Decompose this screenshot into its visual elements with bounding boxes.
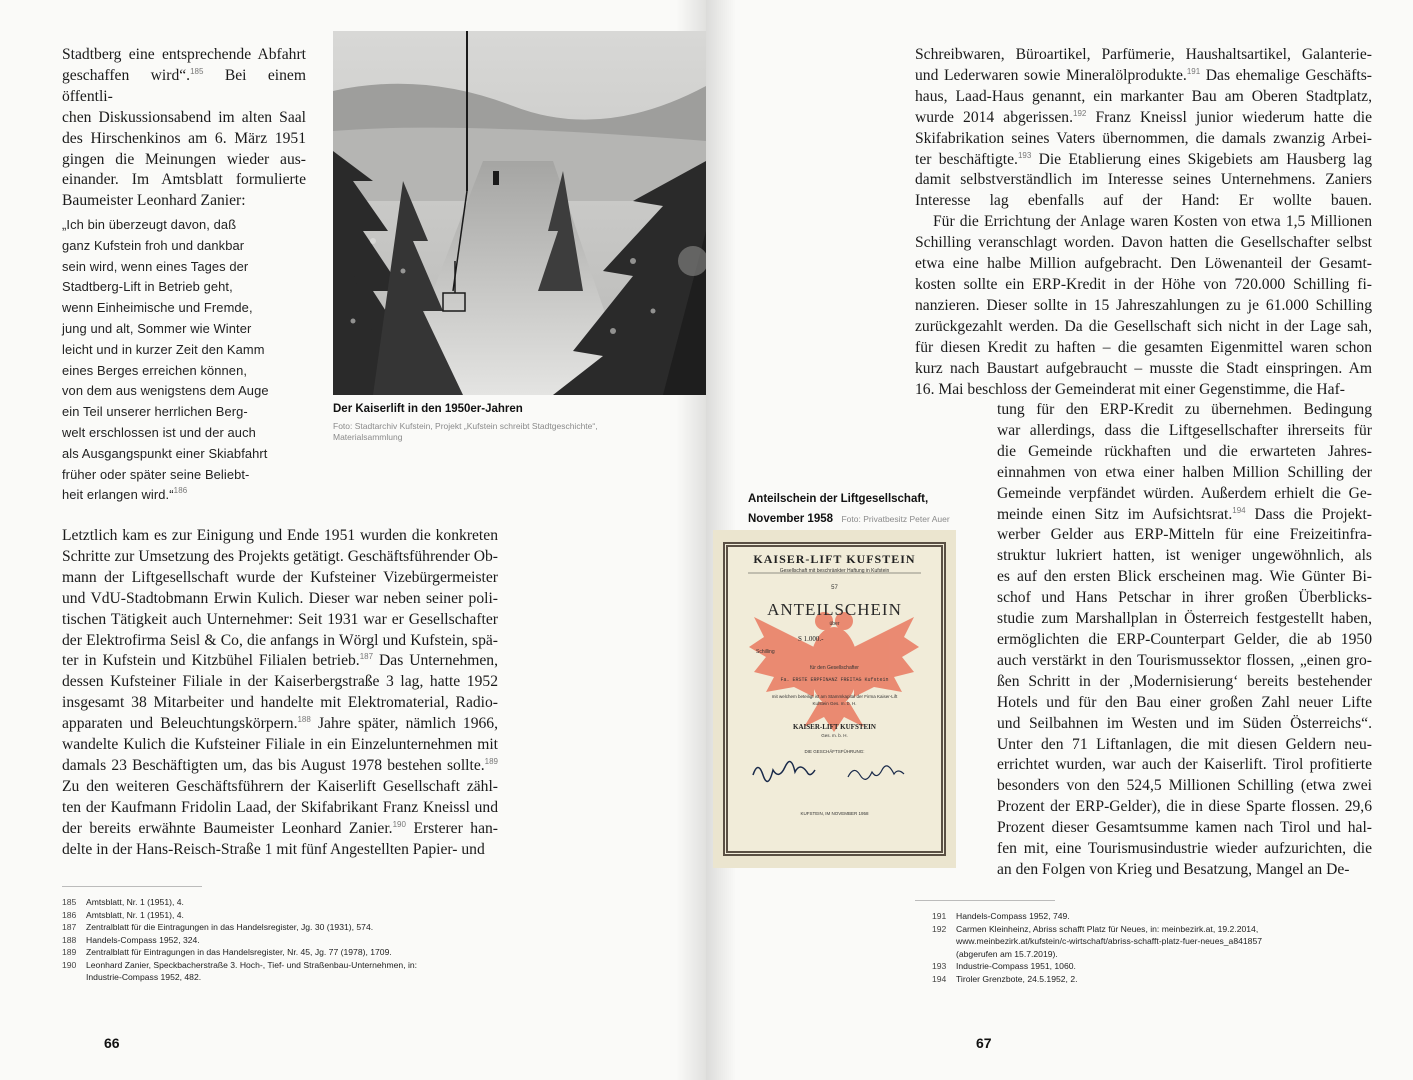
line-text: etwa eine halbe Million aufgebracht. Den Löwenanteil der Gesamt-: [915, 255, 1372, 273]
line-text: delte in der Hans-Reisch-Straße 1 mit fünf Angestellten Papier- und: [62, 840, 485, 858]
text-line: [997, 630, 1372, 651]
line-text: struktur lukriert hatten, ist weniger ungewöhnlich, als: [997, 547, 1372, 565]
footnote-marker[interactable]: 188: [297, 715, 311, 725]
certificate-frame: [723, 542, 946, 856]
line-text: und VdU-Stadtobmann Erwin Kulich. Dieser war neben seiner poli-: [62, 589, 498, 607]
line-text: für diesen Kredit zu haften – die gesamten Eigenmittel waren schon: [915, 338, 1372, 356]
line-text: geschaffen wird“.: [62, 66, 191, 84]
line-text: die Gemeinde rückhaften und die erwarteten Jahres-: [997, 442, 1372, 460]
line-text: fen mit, eine Tourismusindustrie wieder aufzurichten, die: [997, 840, 1372, 858]
text-line: [915, 191, 1372, 212]
quote-line: ganz Kufstein froh und dankbar: [62, 237, 245, 253]
text-line: [62, 631, 498, 652]
line-text: ermöglichten die ERP-Counterpart Gelder, die ab 1950: [997, 630, 1372, 648]
text-line: [997, 797, 1372, 818]
line-text: besonders von den 524,5 Millionen Schilling (etwa zwei: [997, 777, 1372, 795]
line-text: der bereits erwähnte Baumeister Leonhard Zanier.: [62, 819, 393, 837]
line-text: mann der Liftgesellschaft wurde der Kufsteiner Vizebürgermeister: [62, 568, 498, 586]
text-line: [62, 819, 498, 840]
line-text-rest: Ersterer han-: [405, 819, 498, 837]
footnote: [932, 910, 1362, 923]
line-text: Skifabrikation seines Vaters übernommen, die damals zwanzig Arbei-: [915, 129, 1372, 147]
line-text: tung für den ERP-Kredit zu übernehmen. Bedingung: [997, 401, 1372, 418]
line-text: Interesse lag ebenfalls auf der Hand: Er wollte bauen.: [915, 192, 1372, 210]
text-line: [997, 818, 1372, 839]
text-line: [997, 693, 1372, 714]
line-text: Baumeister Leonhard Zanier:: [62, 192, 246, 210]
text-line: [62, 526, 498, 547]
footnote-number: [932, 948, 956, 961]
quote-line: heit erlangen wird.“$^{186}$: [62, 486, 188, 503]
certificate-title: ANTEILSCHEIN: [767, 600, 902, 619]
certificate-subheader: Gesellschaft mit beschränkter Haftung in Kufstein: [779, 568, 890, 574]
line-text: an den Folgen von Krieg und Besatzung, Mangel an De-: [997, 860, 1350, 878]
text-line: [915, 108, 1372, 129]
certificate-company: KAISER-LIFT KUFSTEIN: [793, 723, 876, 731]
text-line: [915, 170, 1372, 191]
certificate-caption-line1: Anteilschein der Liftgesellschaft,: [748, 493, 929, 505]
right-top-paragraphs: [915, 45, 1372, 400]
line-text: Schreibwaren, Büroartikel, Parfümerie, Haushaltsartikel, Galanterie-: [915, 46, 1372, 63]
footnote-text: Handels-Compass 1952, 749.: [956, 911, 1070, 921]
line-text: einnahmen von etwa einer halben Million Schilling der: [997, 463, 1372, 481]
footnote-text: Amtsblatt, Nr. 1 (1951), 4.: [86, 897, 184, 907]
text-line: [915, 359, 1372, 380]
text-line: [997, 839, 1372, 860]
line-text: gingen die Meinungen wieder aus-: [62, 150, 306, 168]
line-text: Prozent der ERP-Gelder), die in diese Sparte flossen. 29,6: [997, 798, 1372, 816]
certificate-ueber: über: [829, 621, 840, 627]
line-text: schof und Hans Petschar in ihrer großen Überblicks-: [997, 589, 1372, 607]
line-text: kurz nach Baustart aufgebraucht – musste die Stadt einspringen. Am: [915, 359, 1372, 377]
certificate-fuer: für den Gesellschafter: [810, 665, 859, 671]
line-text: Schilling veranschlagt worden. Davon hatten die Gesellschafter selbst: [915, 234, 1372, 252]
line-text-rest: Dass die Projekt-: [1245, 505, 1372, 523]
line-text: Unter den 71 Liftanlagen, die mit diesen Geldern neu-: [997, 735, 1372, 753]
footnote-text: www.meinbezirk.at/kufstein/c-wirtschaft/abriss-schafft-platz-fuer-neues_a841857: [956, 936, 1263, 946]
line-text: und Seilbahnen im Westen und im Süden Österreichs“.: [997, 714, 1372, 732]
line-text: nanzieren. Dieser sollte in 15 Jahreszahlungen zu je 61.000 Schilling: [915, 296, 1372, 314]
line-text: meinde einen Sitz im Aufsichtsrat.: [997, 505, 1233, 523]
line-text: des Hirschenkinos am 6. März 1951: [62, 129, 306, 147]
line-text: einander. Im Amtsblatt formulierte: [62, 171, 306, 189]
line-text: und Lederwaren sowie Mineralölprodukte.: [915, 66, 1187, 84]
footnote: [62, 896, 502, 909]
text-line: [997, 755, 1372, 776]
line-text: kosten sollte ein ERP-Kredit in der Höhe von 720.000 Schilling fi-: [915, 275, 1372, 293]
text-line: [997, 484, 1372, 505]
text-line: [997, 735, 1372, 756]
quote-line: wenn Einheimische und Fremde,: [62, 300, 253, 316]
intro-paragraph: [62, 45, 306, 212]
footnote-marker[interactable]: 187: [359, 652, 374, 662]
line-text: wandelte Kulich die Kufsteiner Filiale in ein Einzelunternehmen mit: [62, 736, 498, 754]
text-line: [62, 672, 498, 693]
footnote-marker[interactable]: 186: [173, 486, 188, 496]
right-footnotes: [932, 910, 1362, 985]
footnote: [932, 948, 1362, 961]
footnote: [62, 959, 502, 972]
text-line: [997, 525, 1372, 546]
text-line: [915, 66, 1372, 87]
footnote-rule: [62, 886, 202, 887]
eagle-emblem: [749, 612, 919, 732]
line-text: Stadtberg eine entsprechende Abfahrt: [62, 46, 306, 63]
footnote-text: Leonhard Zanier, Speckbacherstraße 3. Hoch-, Tief- und Straßenbau-Unternehmen, in:: [86, 959, 418, 970]
quote-line: „Ich bin überzeugt davon, daß: [62, 217, 237, 232]
text-line: [915, 129, 1372, 150]
footnote: [62, 909, 502, 922]
line-text: damals 23 Beschäftigten um, das bis August 1978 bestehen sollte.: [62, 756, 485, 774]
text-line: [997, 714, 1372, 735]
quote-line: Stadtberg-Lift in Betrieb geht,: [62, 279, 233, 295]
footnote: [62, 921, 502, 934]
certificate-holder: Fa. ERSTE ERPFINANZ FREITAG Kufstein: [780, 677, 889, 683]
text-line: [62, 610, 498, 631]
photo-credit: Foto: Stadtarchiv Kufstein, Projekt „Kufstein schreibt Stadtgeschichte“, Materialsammlung: [333, 421, 598, 442]
line-text: ten der Kaufmann Fridolin Laad, der Skifabrikant Franz Kneissl und: [62, 798, 498, 816]
text-line: [62, 547, 498, 568]
line-text: 16. Mai beschloss der Gemeinderat mit einer Gegenstimme, die Haf-: [915, 380, 1345, 398]
line-text-rest: Das ehemalige Geschäfts-: [1200, 66, 1372, 84]
footnote-number: 188: [62, 934, 77, 945]
footnote-marker[interactable]: 192: [1073, 108, 1087, 118]
footnote: [62, 934, 502, 947]
text-line: [997, 463, 1372, 484]
footnote: [932, 923, 1362, 936]
footnote: [932, 973, 1362, 986]
quote-line: jung und alt, Sommer wie Winter: [62, 320, 252, 336]
footnote-text: Zentralblatt für die Eintragungen in das Handelsregister, Jg. 30 (1931), 574.: [86, 922, 374, 932]
certificate-number: 57: [831, 585, 838, 591]
footnote-number: 186: [62, 909, 77, 920]
right-narrow-paragraph: [997, 400, 1372, 881]
line-text: tischen Tätigkeit auch Unternehmer: Seit 1931 war er Gesellschafter: [62, 610, 498, 628]
zanier-quote: [62, 215, 302, 506]
kaiserlift-photo: [333, 31, 706, 395]
line-text: dessen Kufsteiner Filiale in der Kaiserbergstraße 3 lag, hatte 1952: [62, 673, 498, 691]
text-line: [62, 651, 498, 672]
line-text: Letztlich kam es zur Einigung und Ende 1951 wurden die konkreten: [62, 527, 498, 544]
line-text: Für die Errichtung der Anlage waren Kosten von etwa 1,5 Millionen: [933, 213, 1372, 231]
line-text: wurde 2014 abgerissen.: [915, 108, 1074, 126]
certificate-header: KAISER-LIFT KUFSTEIN: [753, 552, 916, 566]
left-footnotes: [62, 896, 502, 984]
text-line: [997, 546, 1372, 567]
text-line: [62, 840, 498, 861]
line-text: Hotels und für den Bau einer großen Zahl neuer Lifte: [997, 693, 1372, 711]
line-text: ter in Kufstein und Kitzbühel Filialen betrieb.: [62, 652, 360, 670]
footnote: [932, 935, 1362, 948]
text-line: [62, 45, 306, 66]
text-line: [997, 776, 1372, 797]
line-text: ter beschäftigte.: [915, 150, 1018, 168]
text-line: [915, 338, 1372, 359]
text-line: [62, 777, 498, 798]
text-line: [915, 45, 1372, 66]
line-text: Gemeinde verpfändet würden. Außerdem erhielt die Ge-: [997, 484, 1372, 502]
footnote-text: Zentralblatt für Eintragungen in das Handelsregister, Nr. 45, Jg. 77 (1978), 1709.: [86, 947, 392, 957]
text-line: [915, 275, 1372, 296]
footnote-number: 190: [62, 959, 77, 970]
line-text: Zu den weiteren Geschäftsführern der Kaiserlift Gesellschaft zähl-: [62, 777, 498, 795]
footnote: [62, 971, 502, 984]
footnote-number: 194: [932, 973, 947, 984]
quote-line: leicht und in kurzer Zeit den Kamm: [62, 341, 265, 357]
text-line: [62, 735, 498, 756]
line-text: ßen Schritt in der ‚Modernisierung‘ bereits bestehender: [997, 672, 1372, 690]
footnote-marker[interactable]: 190: [392, 819, 406, 829]
footnote-text: Industrie-Compass 1951, 1060.: [956, 961, 1076, 971]
line-text-rest: Die Etablierung eines Skigebiets am Hausberg lag: [1031, 150, 1373, 168]
text-line: [915, 317, 1372, 338]
text-line: [62, 170, 306, 191]
footnote: [62, 946, 502, 959]
quote-line: sein wird, wenn eines Tages der: [62, 258, 249, 274]
footnote-marker[interactable]: 193: [1017, 150, 1032, 160]
footnote-number: [62, 971, 86, 984]
share-certificate-image: [713, 530, 956, 868]
quote-line: ein Teil unserer herrlichen Berg-: [62, 404, 248, 420]
footnote-text: Amtsblatt, Nr. 1 (1951), 4.: [86, 909, 184, 920]
footnote-marker[interactable]: 185: [190, 66, 204, 76]
footnote-number: 187: [62, 922, 77, 932]
photo-caption: Der Kaiserlift in den 1950er-Jahren: [333, 403, 523, 415]
line-text: damit selbstverständlich im Interesse seines Unternehmens. Zaniers: [915, 171, 1372, 189]
certificate-credit: Foto: Privatbesitz Peter Auer: [841, 514, 950, 524]
line-text-rest: Franz Kneissl junior wiederum hatte die: [1086, 108, 1373, 126]
certificate-caption-date: November 1958: [748, 513, 834, 525]
certificate-signatures: [728, 755, 941, 795]
footnote-text: Industrie-Compass 1952, 482.: [86, 972, 202, 982]
quote-line: von dem aus wenigstens dem Auge: [62, 383, 269, 399]
line-text: der Elektrofirma Seisl & Co, die anfangs in Wörgl und Kufstein, spä-: [62, 631, 498, 649]
text-line: [62, 756, 498, 777]
quote-line: früher oder später seine Beliebt-: [62, 466, 250, 482]
line-text: Schritte zur Umsetzung des Projekts getätigt. Geschäftsführender Ob-: [62, 547, 498, 565]
line-text-rest: Jahre später, nämlich 1966,: [310, 715, 498, 733]
left-page: [0, 0, 706, 1080]
footnote-number: 193: [932, 961, 947, 971]
footnote-number: 185: [62, 897, 77, 907]
line-text: errichtet wurden, war auch der Kaiserlift. Tirol profitierte: [997, 756, 1372, 774]
footnote-text: Tiroler Grenzbote, 24.5.1952, 2.: [956, 973, 1078, 984]
kaiserlift-photo-drawing: [333, 31, 706, 395]
quote-line: als Ausgangspunkt einer Skiabfahrt: [62, 445, 268, 461]
left-main-paragraph: [62, 526, 498, 861]
text-line: [915, 254, 1372, 275]
text-line: [915, 150, 1372, 171]
text-line: [997, 505, 1372, 526]
footnote-number: 189: [62, 947, 77, 957]
line-text: auch verstärkt in den Tourismussektor flossen, „einen gro-: [997, 651, 1372, 669]
line-text: apparaten und Beleuchtungskörpern.: [62, 715, 298, 733]
line-text: insgesamt 38 Mitarbeiter und handelte mit Elektromaterial, Radio-: [62, 694, 498, 712]
footnote-text: (abgerufen am 15.7.2019).: [956, 948, 1058, 959]
certificate-company-sub: Ges. m. b. H.: [821, 733, 848, 738]
line-text-rest: Das Unternehmen,: [373, 652, 498, 670]
text-line: [997, 567, 1372, 588]
footnote: [932, 960, 1362, 973]
line-text: zurückgezahlt werden. Da die Gesellschaft sich nicht in der Lage sah,: [915, 317, 1372, 335]
footnote-text: Handels-Compass 1952, 324.: [86, 934, 200, 945]
text-line: [62, 191, 306, 212]
text-line: [62, 150, 306, 171]
text-line: [62, 66, 306, 108]
line-text-rest: Bei einem öffentli-: [62, 66, 306, 105]
line-text: werber Gelder aus ERP-Mitteln für eine Freizeitinfra-: [997, 526, 1372, 544]
text-line: [997, 609, 1372, 630]
line-text: Prozent dieser Gesamtsumme kamen nach Tirol und hal-: [997, 819, 1372, 837]
certificate-management: DIE GESCHÄFTSFÜHRUNG:: [804, 749, 865, 754]
text-line: [997, 400, 1372, 421]
text-line: [997, 421, 1372, 442]
text-line: [62, 129, 306, 150]
footnote-marker[interactable]: 194: [1232, 505, 1246, 515]
footnote-marker[interactable]: 189: [484, 756, 498, 766]
footnote-number: [932, 935, 956, 948]
footnote-text: Carmen Kleinheinz, Abriss schafft Platz für Neues, in: meinbezirk.at, 19.2.2014,: [956, 923, 1259, 934]
certificate-amount: S 1.000.-: [798, 635, 824, 643]
line-text: haus, Laad-Haus genannt, ein markanter Bau am Oberen Stadtplatz,: [915, 87, 1372, 105]
footnote-number: 192: [932, 923, 947, 934]
text-line: [62, 714, 498, 735]
text-line: [997, 672, 1372, 693]
footnote-marker[interactable]: 191: [1186, 66, 1201, 76]
text-line: [62, 108, 306, 129]
text-line: [915, 212, 1372, 233]
page-number-left: 66: [104, 1035, 120, 1051]
quote-line: eines Berges erreichen können,: [62, 362, 248, 378]
text-line: [62, 568, 498, 589]
text-line: [62, 589, 498, 610]
footnote-number: 191: [932, 911, 947, 921]
line-text: studie zum Marshallplan in Österreich festgestellt haben,: [997, 610, 1372, 628]
text-line: [915, 296, 1372, 317]
quote-line: welt erschlossen ist und der auch: [62, 424, 256, 440]
text-line: [62, 693, 498, 714]
certificate-text: mit welchem beteiligt ist am Stammkapital der Firma Kaiser-Lift Kufstein Ges. m. b. H.: [771, 694, 898, 706]
text-line: [997, 860, 1372, 881]
certificate-place-date: KUFSTEIN, IM NOVEMBER 1958: [800, 811, 869, 816]
line-text: chen Diskussionsabend im alten Saal: [62, 108, 306, 126]
text-line: [997, 588, 1372, 609]
text-line: [997, 651, 1372, 672]
certificate-schilling: Schilling: [756, 649, 775, 655]
text-line: [915, 87, 1372, 108]
text-line: [915, 380, 1372, 401]
text-line: [62, 798, 498, 819]
text-line: [997, 442, 1372, 463]
certificate-caption-line2: [748, 509, 950, 527]
line-text: war allerdings, dass die Liftgesellschafter ihrerseits für: [997, 421, 1372, 439]
line-text: es auf den ersten Blick erscheinen mag. Wie Günter Bi-: [997, 568, 1372, 586]
footnote-rule: [915, 900, 1055, 901]
page-number-right: 67: [976, 1035, 992, 1051]
text-line: [915, 233, 1372, 254]
